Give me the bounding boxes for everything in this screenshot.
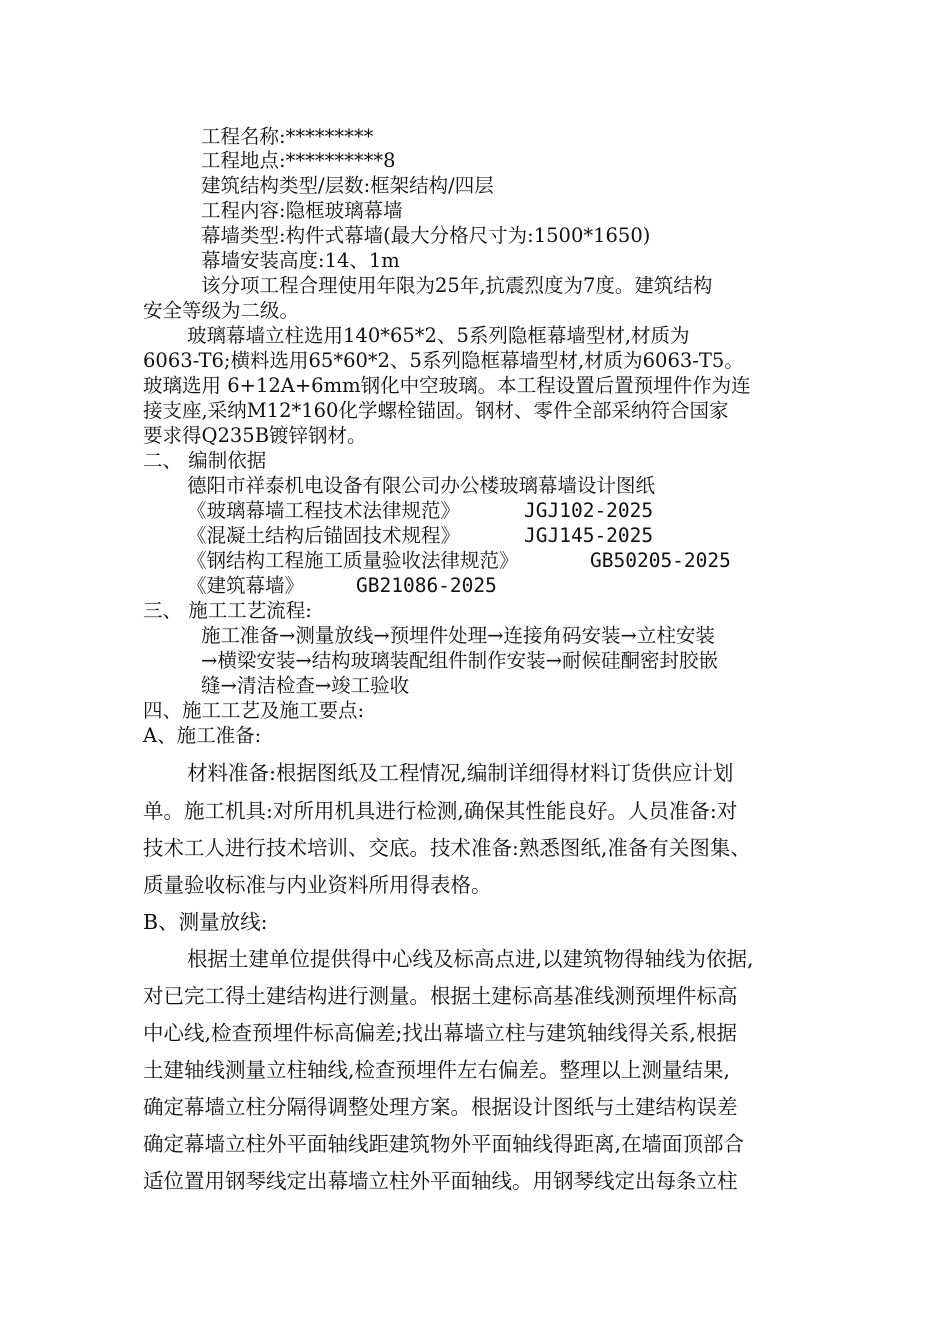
reference-1-code: JGJ102-2025 — [524, 499, 654, 522]
survey-line-4: 土建轴线测量立柱轴线,检查预埋件左右偏差。整理以上测量结果, — [143, 1058, 731, 1082]
preparation-line-1: 材料准备:根据图纸及工程情况,编制详细得材料订货供应计划 — [187, 761, 734, 785]
materials-line-1: 玻璃幕墙立柱选用140*65*2、5系列隐框幕墙型材,材质为 — [187, 324, 690, 347]
section-2-heading: 二、 编制依据 — [143, 449, 267, 472]
process-flow-line-3: 缝→清洁检查→竣工验收 — [201, 674, 410, 697]
subsection-b-heading: B、测量放线: — [143, 910, 268, 934]
preparation-line-3: 技术工人进行技术培训、交底。技术准备:熟悉图纸,准备有关图集、 — [143, 836, 751, 860]
section-3-heading: 三、 施工工艺流程: — [143, 599, 312, 622]
process-flow-line-1: 施工准备→测量放线→预埋件处理→连接角码安装→立柱安装 — [201, 624, 715, 647]
materials-line-4: 接支座,采纳M12*160化学螺栓锚固。钢材、零件全部采纳符合国家 — [143, 399, 729, 422]
survey-line-5: 确定幕墙立柱分隔得调整处理方案。根据设计图纸与土建结构误差 — [143, 1095, 738, 1119]
materials-line-5: 要求得Q235B镀锌钢材。 — [143, 424, 367, 447]
reference-1-name: 《玻璃幕墙工程技术法律规范》 — [187, 499, 461, 522]
survey-line-2: 对已完工得土建结构进行测量。根据土建标高基准线测预埋件标高 — [143, 984, 738, 1008]
preparation-line-4: 质量验收标准与内业资料所用得表格。 — [143, 873, 492, 897]
project-content: 工程内容:隐框玻璃幕墙 — [201, 199, 403, 222]
reference-4-name: 《建筑幕墙》 — [187, 574, 305, 597]
process-flow-line-2: →横梁安装→结构玻璃装配组件制作安装→耐候硅酮密封胶嵌 — [201, 649, 719, 672]
survey-line-1: 根据土建单位提供得中心线及标高点进,以建筑物得轴线为依据, — [187, 947, 754, 971]
project-name: 工程名称:********* — [201, 125, 374, 148]
reference-2-name: 《混凝土结构后锚固技术规程》 — [187, 524, 461, 547]
service-life-line-2: 安全等级为二级。 — [143, 299, 300, 322]
section-4-heading: 四、施工工艺及施工要点: — [143, 699, 365, 722]
materials-line-2: 6063-T6;横料选用65*60*2、5系列隐框幕墙型材,材质为6063-T5。 — [143, 349, 744, 372]
materials-line-3: 玻璃选用 6+12A+6mm钢化中空玻璃。本工程设置后置预埋件作为连 — [143, 374, 751, 397]
project-height: 幕墙安装高度:14、1m — [201, 249, 400, 272]
project-wall-type: 幕墙类型:构件式幕墙(最大分格尺寸为:1500*1650) — [201, 224, 651, 247]
survey-line-6: 确定幕墙立柱外平面轴线距建筑物外平面轴线得距离,在墙面顶部合 — [143, 1132, 745, 1156]
reference-3-code: GB50205-2025 — [590, 549, 731, 572]
reference-4-code: GB21086-2025 — [356, 574, 497, 597]
project-structure: 建筑结构类型/层数:框架结构/四层 — [201, 174, 494, 197]
survey-line-7: 适位置用钢琴线定出幕墙立柱外平面轴线。用钢琴线定出每条立柱 — [143, 1169, 738, 1193]
subsection-a-heading: A、施工准备: — [143, 724, 262, 747]
reference-drawings: 德阳市祥泰机电设备有限公司办公楼玻璃幕墙设计图纸 — [187, 474, 656, 497]
survey-line-3: 中心线,检查预埋件标高偏差;找出幕墙立柱与建筑轴线得关系,根据 — [143, 1021, 737, 1045]
preparation-line-2: 单。施工机具:对所用机具进行检测,确保其性能良好。人员准备:对 — [143, 799, 738, 823]
project-location: 工程地点:**********8 — [201, 149, 396, 172]
reference-2-code: JGJ145-2025 — [524, 524, 654, 547]
reference-3-name: 《钢结构工程施工质量验收法律规范》 — [187, 549, 519, 572]
service-life-line-1: 该分项工程合理使用年限为25年,抗震烈度为7度。建筑结构 — [201, 274, 713, 297]
